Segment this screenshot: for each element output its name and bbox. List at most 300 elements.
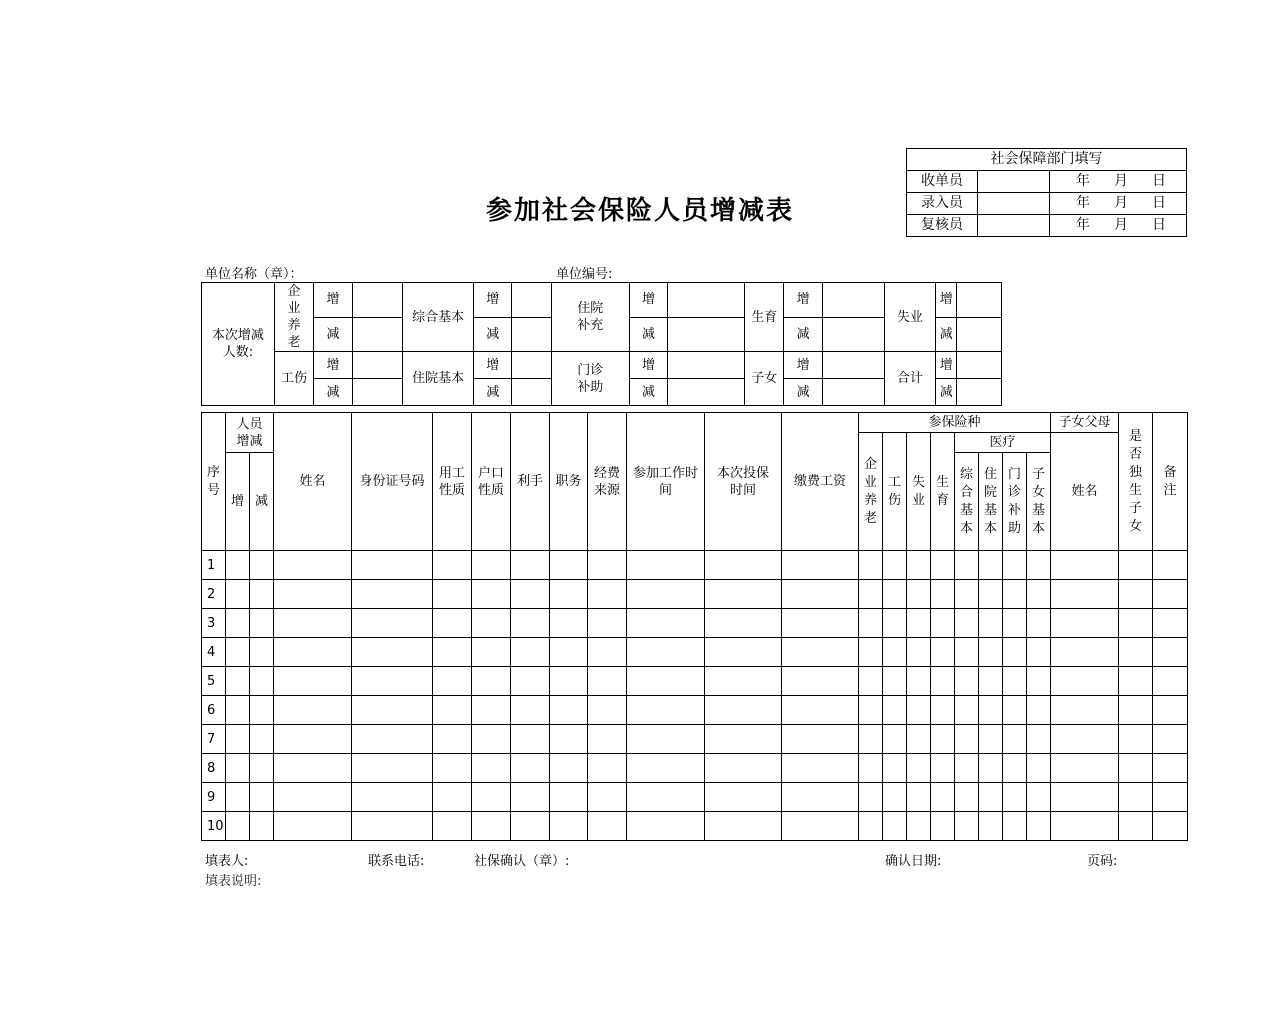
table-cell[interactable] [1051,667,1119,696]
table-cell[interactable] [352,754,433,783]
table-row [202,638,1188,667]
table-cell[interactable] [1003,725,1027,754]
table-cell[interactable] [1051,609,1119,638]
table-cell[interactable] [955,580,979,609]
table-cell[interactable] [1119,667,1153,696]
table-cell[interactable] [979,551,1003,580]
table-cell[interactable] [955,667,979,696]
dept-row-label: 录入员 [907,193,978,215]
table-cell[interactable] [352,783,433,812]
table-cell[interactable] [274,725,352,754]
decrease-label: 减 [629,317,667,352]
table-cell[interactable] [433,638,472,667]
table-cell[interactable] [979,638,1003,667]
table-cell[interactable] [588,667,627,696]
page-number-label: 页码: [1087,854,1118,869]
table-cell[interactable] [907,812,931,841]
table-cell[interactable] [1153,580,1188,609]
table-cell[interactable] [511,609,550,638]
row-seq: 3 [202,609,226,638]
table-cell[interactable] [250,580,274,609]
table-cell[interactable] [859,696,883,725]
table-cell[interactable] [705,754,782,783]
table-cell[interactable] [627,609,705,638]
table-cell[interactable] [931,754,955,783]
enterprise-pension-label: 企业养老 [274,283,313,352]
table-cell[interactable] [705,725,782,754]
table-cell[interactable] [1119,754,1153,783]
table-cell[interactable] [1027,609,1051,638]
table-cell[interactable] [511,667,550,696]
table-cell[interactable] [550,783,588,812]
table-cell[interactable] [1051,754,1119,783]
summary-value[interactable] [668,379,745,406]
table-cell[interactable] [226,812,250,841]
table-cell[interactable] [511,580,550,609]
table-cell[interactable] [511,638,550,667]
table-cell[interactable] [931,725,955,754]
table-cell[interactable] [433,754,472,783]
filler-label: 填表人: [205,854,249,869]
table-cell[interactable] [550,754,588,783]
dept-row-label: 复核员 [907,215,978,237]
table-cell[interactable] [955,609,979,638]
table-cell[interactable] [627,551,705,580]
summary-value[interactable] [352,317,403,352]
table-cell[interactable] [883,754,907,783]
table-cell[interactable] [627,754,705,783]
table-cell[interactable] [782,696,859,725]
table-cell[interactable] [907,609,931,638]
increase-header: 增 [226,453,250,551]
unit-name-label: 单位名称（章）： [205,267,303,282]
table-cell[interactable] [1119,580,1153,609]
table-cell[interactable] [705,696,782,725]
table-cell[interactable] [979,812,1003,841]
table-cell[interactable] [705,783,782,812]
table-cell[interactable] [1153,812,1188,841]
table-cell[interactable] [472,812,511,841]
table-cell[interactable] [931,638,955,667]
table-cell[interactable] [550,638,588,667]
table-cell[interactable] [1003,783,1027,812]
table-cell[interactable] [1051,551,1119,580]
summary-value[interactable] [352,352,403,379]
table-cell[interactable] [705,580,782,609]
table-cell[interactable] [883,551,907,580]
table-cell[interactable] [274,667,352,696]
table-cell[interactable] [274,638,352,667]
table-cell[interactable] [1003,667,1027,696]
summary-value[interactable] [668,352,745,379]
table-cell[interactable] [1003,754,1027,783]
table-cell[interactable] [588,638,627,667]
dept-row-date[interactable]: 年 月 日 [1050,171,1187,193]
table-cell[interactable] [1003,812,1027,841]
table-cell[interactable] [588,551,627,580]
table-cell[interactable] [1153,609,1188,638]
row-seq: 1 [202,551,226,580]
table-cell[interactable] [352,725,433,754]
table-cell[interactable] [883,783,907,812]
table-cell[interactable] [705,638,782,667]
table-cell[interactable] [979,580,1003,609]
table-cell[interactable] [250,638,274,667]
table-cell[interactable] [782,812,859,841]
table-cell[interactable] [627,580,705,609]
table-cell[interactable] [1027,580,1051,609]
table-cell[interactable] [588,580,627,609]
table-cell[interactable] [511,812,550,841]
table-cell[interactable] [907,551,931,580]
table-cell[interactable] [511,725,550,754]
table-cell[interactable] [859,551,883,580]
table-cell[interactable] [859,783,883,812]
table-cell[interactable] [511,783,550,812]
table-cell[interactable] [627,783,705,812]
table-cell[interactable] [1051,725,1119,754]
table-cell[interactable] [955,551,979,580]
table-cell[interactable] [472,638,511,667]
table-cell[interactable] [250,667,274,696]
table-cell[interactable] [1119,609,1153,638]
table-cell[interactable] [226,754,250,783]
dept-row-value[interactable] [978,171,1050,193]
outpatient-subsidy-label: 门诊补助 [551,352,629,406]
comprehensive-basic-label: 综合基本 [403,283,474,352]
table-cell[interactable] [472,725,511,754]
dept-row-date[interactable]: 年 月 日 [1050,215,1187,237]
table-cell[interactable] [472,667,511,696]
table-cell[interactable] [627,725,705,754]
increase-label: 增 [629,352,667,379]
table-cell[interactable] [782,667,859,696]
phone-label: 联系电话: [368,854,425,869]
summary-value[interactable] [957,379,1002,406]
table-cell[interactable] [1051,812,1119,841]
table-cell[interactable] [883,609,907,638]
table-cell[interactable] [627,812,705,841]
table-cell[interactable] [226,551,250,580]
table-cell[interactable] [1119,812,1153,841]
table-cell[interactable] [550,609,588,638]
table-cell[interactable] [274,812,352,841]
table-cell[interactable] [782,580,859,609]
table-cell[interactable] [588,696,627,725]
table-cell[interactable] [907,580,931,609]
table-cell[interactable] [955,754,979,783]
table-cell[interactable] [1153,551,1188,580]
table-cell[interactable] [907,667,931,696]
table-row [202,696,1188,725]
table-cell[interactable] [250,754,274,783]
table-cell[interactable] [588,754,627,783]
table-cell[interactable] [859,725,883,754]
summary-value[interactable] [512,317,551,352]
summary-value[interactable] [957,283,1002,318]
table-cell[interactable] [226,609,250,638]
table-cell[interactable] [931,783,955,812]
table-row [202,551,1188,580]
table-cell[interactable] [352,812,433,841]
table-cell[interactable] [931,609,955,638]
unit-code-label: 单位编号: [556,267,613,282]
table-cell[interactable] [1027,725,1051,754]
table-cell[interactable] [226,725,250,754]
table-cell[interactable] [250,725,274,754]
table-cell[interactable] [859,754,883,783]
table-cell[interactable] [907,638,931,667]
table-cell[interactable] [955,725,979,754]
table-cell[interactable] [1153,725,1188,754]
decrease-label: 减 [314,317,352,352]
table-cell[interactable] [588,812,627,841]
table-cell[interactable] [859,580,883,609]
table-cell[interactable] [274,696,352,725]
table-cell[interactable] [859,638,883,667]
table-cell[interactable] [859,609,883,638]
table-cell[interactable] [352,638,433,667]
page-title: 参加社会保险人员增减表 [485,196,794,226]
table-cell[interactable] [1153,696,1188,725]
table-cell[interactable] [782,725,859,754]
table-cell[interactable] [472,754,511,783]
table-cell[interactable] [883,812,907,841]
table-cell[interactable] [1153,638,1188,667]
table-cell[interactable] [1027,667,1051,696]
table-cell[interactable] [931,580,955,609]
table-cell[interactable] [883,725,907,754]
table-cell[interactable] [511,696,550,725]
table-cell[interactable] [859,812,883,841]
table-cell[interactable] [274,551,352,580]
summary-value[interactable] [957,352,1002,379]
table-cell[interactable] [627,667,705,696]
table-cell[interactable] [433,725,472,754]
table-cell[interactable] [274,609,352,638]
dept-row-date[interactable]: 年 月 日 [1050,193,1187,215]
table-cell[interactable] [979,725,1003,754]
table-cell[interactable] [1119,551,1153,580]
table-cell[interactable] [1003,580,1027,609]
table-cell[interactable] [352,609,433,638]
table-cell[interactable] [1051,696,1119,725]
table-cell[interactable] [627,638,705,667]
injury-label: 工伤 [274,352,313,406]
table-cell[interactable] [883,696,907,725]
table-cell[interactable] [472,580,511,609]
table-cell[interactable] [1119,638,1153,667]
dept-row-value[interactable] [978,193,1050,215]
table-cell[interactable] [433,609,472,638]
table-cell[interactable] [1003,696,1027,725]
table-cell[interactable] [472,696,511,725]
work-start-header: 参加工作时间 [627,413,705,551]
table-cell[interactable] [550,667,588,696]
dept-fill-box [906,148,1187,237]
table-cell[interactable] [883,638,907,667]
table-cell[interactable] [931,696,955,725]
table-cell[interactable] [352,696,433,725]
table-cell[interactable] [979,783,1003,812]
table-cell[interactable] [274,580,352,609]
table-cell[interactable] [1051,783,1119,812]
table-cell[interactable] [979,609,1003,638]
table-cell[interactable] [782,783,859,812]
summary-value[interactable] [512,379,551,406]
table-cell[interactable] [1027,754,1051,783]
table-cell[interactable] [352,580,433,609]
social-security-confirm-label: 社保确认（章）: [474,854,570,869]
table-cell[interactable] [1003,638,1027,667]
table-cell[interactable] [907,783,931,812]
increase-label: 增 [784,283,822,318]
table-cell[interactable] [907,696,931,725]
table-row [202,783,1188,812]
table-cell[interactable] [1153,754,1188,783]
table-cell[interactable] [1153,667,1188,696]
table-cell[interactable] [782,609,859,638]
table-cell[interactable] [226,783,250,812]
table-cell[interactable] [1003,609,1027,638]
table-cell[interactable] [955,783,979,812]
table-cell[interactable] [979,667,1003,696]
dept-row-label: 收单员 [907,171,978,193]
table-cell[interactable] [979,754,1003,783]
table-cell[interactable] [433,580,472,609]
table-cell[interactable] [627,696,705,725]
summary-value[interactable] [352,283,403,318]
table-cell[interactable] [472,783,511,812]
row-seq: 9 [202,783,226,812]
increase-label: 增 [629,283,667,318]
table-cell[interactable] [274,783,352,812]
summary-value[interactable] [668,317,745,352]
table-cell[interactable] [1119,783,1153,812]
table-cell[interactable] [250,812,274,841]
seq-header: 序号 [202,413,226,551]
table-cell[interactable] [433,551,472,580]
table-cell[interactable] [433,783,472,812]
table-cell[interactable] [1027,812,1051,841]
table-cell[interactable] [433,667,472,696]
table-cell[interactable] [250,609,274,638]
table-cell[interactable] [1119,696,1153,725]
decrease-label: 减 [784,379,822,406]
summary-value[interactable] [822,317,884,352]
table-cell[interactable] [955,696,979,725]
table-cell[interactable] [979,696,1003,725]
table-cell[interactable] [955,812,979,841]
table-cell[interactable] [433,812,472,841]
table-cell[interactable] [955,638,979,667]
table-cell[interactable] [226,638,250,667]
table-cell[interactable] [1051,638,1119,667]
table-cell[interactable] [226,667,250,696]
summary-value[interactable] [512,352,551,379]
table-cell[interactable] [550,551,588,580]
table-cell[interactable] [588,609,627,638]
table-cell[interactable] [550,725,588,754]
table-cell[interactable] [782,551,859,580]
table-cell[interactable] [931,667,955,696]
summary-value[interactable] [352,379,403,406]
children-label: 子女 [745,352,784,406]
table-cell[interactable] [782,638,859,667]
table-cell[interactable] [472,551,511,580]
row-seq: 8 [202,754,226,783]
table-cell[interactable] [588,783,627,812]
table-cell[interactable] [274,754,352,783]
table-cell[interactable] [1027,783,1051,812]
table-cell[interactable] [907,725,931,754]
table-cell[interactable] [1003,551,1027,580]
table-cell[interactable] [931,551,955,580]
summary-value[interactable] [822,379,884,406]
table-cell[interactable] [226,580,250,609]
table-cell[interactable] [1027,551,1051,580]
dept-row-value[interactable] [978,215,1050,237]
table-cell[interactable] [705,667,782,696]
table-cell[interactable] [1027,638,1051,667]
table-cell[interactable] [782,754,859,783]
table-cell[interactable] [1119,725,1153,754]
increase-label: 增 [474,283,512,318]
summary-row-label: 本次增减人数: [202,283,275,406]
table-cell[interactable] [883,580,907,609]
table-row [202,725,1188,754]
table-cell[interactable] [588,725,627,754]
table-cell[interactable] [705,609,782,638]
hospital-supplement-label: 住院补充 [551,283,629,352]
table-cell[interactable] [433,696,472,725]
table-cell[interactable] [352,667,433,696]
table-cell[interactable] [705,812,782,841]
table-cell[interactable] [250,783,274,812]
table-cell[interactable] [352,551,433,580]
table-cell[interactable] [250,551,274,580]
summary-value[interactable] [668,283,745,318]
table-cell[interactable] [226,696,250,725]
table-cell[interactable] [472,609,511,638]
table-row [202,609,1188,638]
confirm-date-label: 确认日期: [885,854,942,869]
table-cell[interactable] [550,812,588,841]
increase-label: 增 [936,352,957,379]
hospital-basic-label: 住院基本 [403,352,474,406]
summary-value[interactable] [957,317,1002,352]
parent-name-header: 姓名 [1051,433,1119,551]
table-cell[interactable] [859,667,883,696]
table-cell[interactable] [931,812,955,841]
table-cell[interactable] [250,696,274,725]
maternity-label: 生育 [745,283,784,352]
summary-value[interactable] [822,283,884,318]
table-cell[interactable] [1051,580,1119,609]
table-cell[interactable] [1027,696,1051,725]
table-cell[interactable] [1153,783,1188,812]
table-cell[interactable] [550,696,588,725]
summary-value[interactable] [512,283,551,318]
table-cell[interactable] [705,551,782,580]
table-cell[interactable] [907,754,931,783]
table-cell[interactable] [883,667,907,696]
table-cell[interactable] [511,754,550,783]
position-header: 职务 [550,413,588,551]
table-cell[interactable] [550,580,588,609]
table-cell[interactable] [511,551,550,580]
summary-value[interactable] [822,352,884,379]
